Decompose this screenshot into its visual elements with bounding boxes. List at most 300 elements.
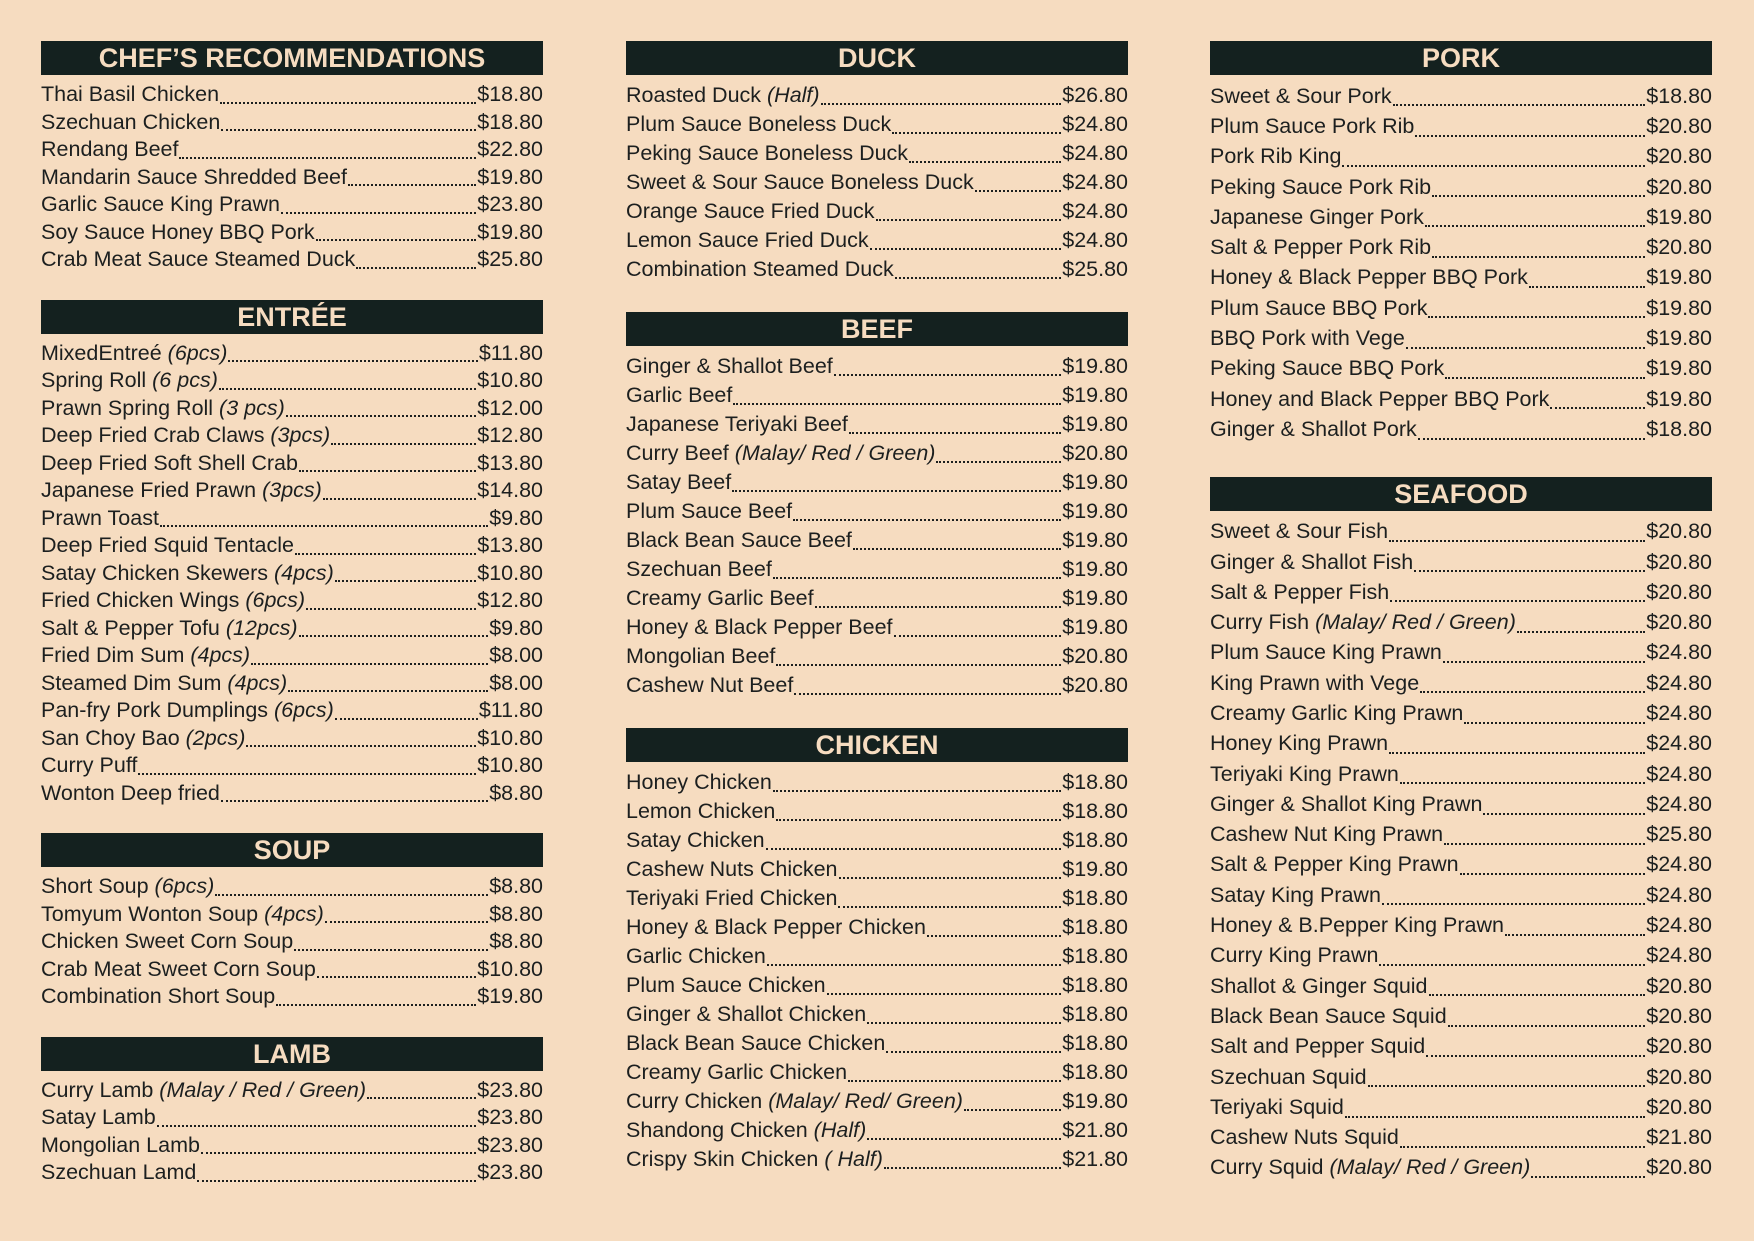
menu-item bbox=[626, 797, 1128, 826]
menu-item-name bbox=[626, 170, 974, 195]
menu-item-name bbox=[626, 1002, 866, 1027]
menu-item-price: $9.80 bbox=[489, 505, 543, 530]
menu-item-note: (Malay / Red / Green) bbox=[159, 1077, 367, 1102]
menu-item-name bbox=[626, 83, 820, 108]
menu-item-name bbox=[626, 1031, 885, 1056]
menu-item-price: $20.80 bbox=[1062, 673, 1128, 697]
menu-item-name bbox=[1210, 114, 1414, 139]
menu-item-title: Mongolian Lamb bbox=[41, 1132, 200, 1157]
menu-item-price: $13.80 bbox=[477, 450, 543, 475]
menu-item-title: Prawn Spring Roll bbox=[41, 395, 220, 420]
menu-item bbox=[626, 110, 1128, 139]
dot-leader bbox=[773, 577, 1061, 579]
menu-item-note: (3 pcs) bbox=[219, 395, 285, 420]
menu-item-title: Mongolian Beef bbox=[626, 644, 776, 668]
menu-item bbox=[41, 560, 543, 588]
menu-item-title: Curry Chicken bbox=[626, 1089, 769, 1113]
menu-item-name bbox=[626, 412, 848, 437]
menu-item bbox=[626, 671, 1128, 700]
menu-item bbox=[1210, 910, 1712, 940]
menu-item bbox=[626, 884, 1128, 913]
section-header: LAMB bbox=[41, 1037, 543, 1071]
menu-item-title: Creamy Garlic Chicken bbox=[626, 1060, 848, 1084]
menu-item-title: Sweet & Sour Fish bbox=[1210, 519, 1389, 544]
menu-item bbox=[626, 226, 1128, 255]
menu-item-title: Teriyaki Squid bbox=[1210, 1094, 1344, 1119]
menu-item-name bbox=[626, 199, 875, 224]
menu-item-price: $20.80 bbox=[1646, 549, 1712, 574]
menu-item-name bbox=[41, 781, 220, 806]
menu-item-note: (Malay/ Red / Green) bbox=[734, 441, 936, 465]
menu-item-title: Plum Sauce BBQ Pork bbox=[1210, 295, 1428, 320]
menu-item-note: (4pcs) bbox=[227, 670, 288, 695]
dot-leader bbox=[294, 949, 488, 951]
dot-leader bbox=[1505, 934, 1645, 936]
menu-item-name bbox=[1210, 519, 1388, 544]
menu-item-name bbox=[41, 902, 324, 927]
menu-item bbox=[1210, 789, 1712, 819]
dot-leader bbox=[356, 267, 476, 269]
dot-leader bbox=[1429, 994, 1646, 996]
menu-item-name bbox=[626, 973, 826, 998]
menu-item-name bbox=[41, 192, 280, 217]
menu-item bbox=[41, 1132, 543, 1160]
menu-item-name bbox=[41, 671, 287, 696]
menu-item-title: Honey & Black Pepper Beef bbox=[626, 615, 893, 639]
dot-leader bbox=[288, 690, 488, 692]
menu-item-name bbox=[626, 528, 852, 553]
dot-leader bbox=[793, 519, 1061, 521]
menu-item bbox=[1210, 354, 1712, 384]
menu-item-price: $11.80 bbox=[478, 340, 543, 365]
menu-item-title: Ginger & Shallot King Prawn bbox=[1210, 791, 1483, 816]
dot-leader bbox=[331, 443, 476, 445]
menu-item bbox=[626, 642, 1128, 671]
dot-leader bbox=[733, 403, 1061, 405]
menu-item-title: Curry King Prawn bbox=[1210, 943, 1379, 968]
menu-item-price: $22.80 bbox=[477, 137, 543, 162]
menu-item-price: $12.00 bbox=[477, 395, 543, 420]
menu-item-price: $19.80 bbox=[1646, 265, 1712, 290]
dot-leader bbox=[1460, 873, 1646, 875]
menu-item-title: Creamy Garlic King Prawn bbox=[1210, 700, 1464, 725]
dot-leader bbox=[1432, 195, 1645, 197]
menu-item bbox=[1210, 698, 1712, 728]
menu-item-title: Prawn Toast bbox=[41, 505, 159, 530]
menu-item bbox=[41, 928, 543, 956]
menu-item-title: Lemon Chicken bbox=[626, 799, 776, 823]
menu-item bbox=[626, 352, 1128, 381]
menu-item bbox=[41, 109, 543, 137]
menu-section-entree bbox=[41, 300, 543, 808]
menu-section-chicken bbox=[626, 728, 1128, 1174]
menu-item bbox=[41, 615, 543, 643]
menu-item-title: Spring Roll bbox=[41, 368, 153, 393]
menu-item-title: Lemon Sauce Fried Duck bbox=[626, 228, 869, 252]
menu-item-title: Ginger & Shallot Fish bbox=[1210, 549, 1414, 574]
dot-leader bbox=[1393, 104, 1646, 106]
menu-item-price: $21.80 bbox=[1062, 1147, 1128, 1171]
menu-item-price: $19.80 bbox=[1062, 354, 1128, 378]
menu-item-name bbox=[41, 643, 250, 668]
menu-item-title: San Choy Bao bbox=[41, 725, 186, 750]
dot-leader bbox=[1517, 631, 1645, 633]
menu-item bbox=[1210, 638, 1712, 668]
menu-item bbox=[41, 395, 543, 423]
menu-item-title: Honey King Prawn bbox=[1210, 731, 1389, 756]
dot-leader bbox=[1426, 1055, 1645, 1057]
menu-item-name bbox=[626, 644, 775, 669]
menu-item-price: $8.00 bbox=[489, 670, 543, 695]
menu-item-title: Crispy Skin Chicken bbox=[626, 1147, 825, 1171]
menu-item-title: Black Bean Sauce Squid bbox=[1210, 1003, 1447, 1028]
dot-leader bbox=[732, 490, 1061, 492]
menu-item-name bbox=[41, 984, 275, 1009]
dot-leader bbox=[221, 129, 476, 131]
dot-leader bbox=[794, 693, 1061, 695]
menu-item-title: Curry Fish bbox=[1210, 610, 1316, 635]
dot-leader bbox=[853, 548, 1061, 550]
menu-item-price: $25.80 bbox=[1062, 257, 1128, 281]
menu-item-note: (12pcs) bbox=[225, 615, 298, 640]
menu-item bbox=[626, 468, 1128, 497]
menu-item-price: $23.80 bbox=[477, 1105, 543, 1130]
menu-item-price: $20.80 bbox=[1646, 1003, 1712, 1028]
menu-item-title: King Prawn with Vege bbox=[1210, 670, 1420, 695]
menu-item-name bbox=[1210, 731, 1388, 756]
menu-item-note: (Malay/ Red/ Green) bbox=[768, 1089, 963, 1113]
dot-leader bbox=[348, 184, 476, 186]
dot-leader bbox=[975, 190, 1061, 192]
menu-item-price: $20.80 bbox=[1646, 1155, 1712, 1180]
menu-item-name bbox=[626, 886, 837, 911]
menu-item-name bbox=[626, 557, 772, 582]
dot-leader bbox=[1414, 570, 1645, 572]
menu-item-name bbox=[1210, 84, 1392, 109]
menu-item bbox=[1210, 820, 1712, 850]
menu-item-title: Crab Meat Sauce Steamed Duck bbox=[41, 247, 356, 272]
menu-item bbox=[1210, 263, 1712, 293]
menu-item-name bbox=[1210, 974, 1428, 999]
menu-item bbox=[41, 246, 543, 274]
menu-item-title: Curry Squid bbox=[1210, 1155, 1330, 1180]
menu-item bbox=[626, 1029, 1128, 1058]
menu-item bbox=[41, 956, 543, 984]
menu-item-name bbox=[41, 1078, 366, 1103]
menu-item-name bbox=[626, 799, 775, 824]
dot-leader bbox=[1448, 1025, 1646, 1027]
menu-item-name bbox=[1210, 1065, 1367, 1090]
menu-item-title: Pork Rib King bbox=[1210, 144, 1342, 169]
menu-item bbox=[41, 477, 543, 505]
menu-item-name bbox=[41, 929, 293, 954]
menu-item-price: $19.80 bbox=[1646, 295, 1712, 320]
menu-item-title: Honey & B.Pepper King Prawn bbox=[1210, 913, 1504, 938]
menu-item-price: $23.80 bbox=[477, 192, 543, 217]
dot-leader bbox=[964, 1109, 1061, 1111]
menu-item-name bbox=[1210, 852, 1459, 877]
menu-item-price: $19.80 bbox=[1062, 1089, 1128, 1113]
menu-item-price: $18.80 bbox=[1062, 770, 1128, 794]
menu-item bbox=[1210, 323, 1712, 353]
menu-item-name bbox=[626, 1147, 883, 1172]
menu-item bbox=[41, 1104, 543, 1132]
menu-item-price: $10.80 bbox=[477, 956, 543, 981]
menu-item-price: $18.80 bbox=[1062, 828, 1128, 852]
dot-leader bbox=[839, 877, 1062, 879]
menu-item bbox=[626, 555, 1128, 584]
menu-item bbox=[626, 439, 1128, 468]
menu-item-title: Sweet & Sour Pork bbox=[1210, 83, 1392, 108]
menu-item-title: Curry Puff bbox=[41, 753, 138, 778]
dot-leader bbox=[1443, 661, 1645, 663]
menu-item-name bbox=[1210, 580, 1389, 605]
menu-section-pork bbox=[1210, 41, 1712, 445]
menu-item-title: Salt and Pepper Squid bbox=[1210, 1034, 1426, 1059]
menu-item bbox=[626, 971, 1128, 1000]
menu-item-name bbox=[626, 1118, 866, 1143]
menu-item-price: $24.80 bbox=[1646, 943, 1712, 968]
menu-column-2 bbox=[626, 41, 1128, 1174]
dot-leader bbox=[197, 1180, 476, 1182]
menu-item-price: $18.80 bbox=[1062, 1031, 1128, 1055]
menu-item-price: $8.80 bbox=[489, 874, 543, 899]
section-header: PORK bbox=[1210, 41, 1712, 75]
menu-item bbox=[1210, 850, 1712, 880]
dot-leader bbox=[221, 800, 488, 802]
menu-item-name bbox=[1210, 671, 1419, 696]
menu-item-title: Satay Lamb bbox=[41, 1105, 156, 1130]
menu-item-title: Combination Short Soup bbox=[41, 984, 276, 1009]
menu-item-title: Thai Basil Chicken bbox=[41, 82, 220, 107]
menu-item-price: $8.80 bbox=[489, 901, 543, 926]
menu-item-name bbox=[1210, 550, 1413, 575]
dot-leader bbox=[936, 461, 1061, 463]
menu-item-name bbox=[41, 1160, 196, 1185]
menu-item-price: $21.80 bbox=[1062, 1118, 1128, 1142]
menu-item-price: $18.80 bbox=[1062, 944, 1128, 968]
menu-item bbox=[41, 367, 543, 395]
menu-item-name bbox=[1210, 175, 1431, 200]
menu-item-title: Szechuan Lamd bbox=[41, 1160, 197, 1185]
menu-item-price: $24.80 bbox=[1646, 882, 1712, 907]
menu-item-name bbox=[1210, 792, 1482, 817]
menu-item-note: (6pcs) bbox=[274, 698, 334, 723]
dot-leader bbox=[895, 277, 1062, 279]
menu-item-price: $18.80 bbox=[1062, 973, 1128, 997]
menu-item-name bbox=[41, 82, 219, 107]
menu-item bbox=[41, 780, 543, 808]
menu-item-price: $19.80 bbox=[1062, 615, 1128, 639]
menu-item-price: $14.80 bbox=[477, 478, 543, 503]
dot-leader bbox=[246, 745, 476, 747]
dot-leader bbox=[1464, 722, 1645, 724]
menu-item-title: Honey & Black Pepper Chicken bbox=[626, 915, 926, 939]
menu-item-name bbox=[626, 673, 793, 698]
menu-item bbox=[41, 532, 543, 560]
menu-item bbox=[626, 526, 1128, 555]
section-header: BEEF bbox=[626, 312, 1128, 346]
menu-item-title: Rendang Beef bbox=[41, 137, 179, 162]
menu-item-title: Honey & Black Pepper BBQ Pork bbox=[1210, 265, 1528, 290]
section-header: CHICKEN bbox=[626, 728, 1128, 762]
menu-item bbox=[41, 422, 543, 450]
menu-item-price: $20.80 bbox=[1646, 144, 1712, 169]
menu-item-price: $19.80 bbox=[1062, 470, 1128, 494]
menu-item-name bbox=[41, 341, 227, 366]
dot-leader bbox=[323, 498, 476, 500]
menu-item bbox=[1210, 414, 1712, 444]
menu-item-price: $20.80 bbox=[1646, 174, 1712, 199]
menu-item bbox=[626, 410, 1128, 439]
menu-item-title: Shallot & Ginger Squid bbox=[1210, 973, 1428, 998]
menu-item-title: Cashew Nuts Chicken bbox=[626, 857, 838, 881]
dot-leader bbox=[892, 132, 1061, 134]
menu-item bbox=[41, 164, 543, 192]
dot-leader bbox=[1389, 540, 1645, 542]
dot-leader bbox=[201, 1152, 476, 1154]
menu-item-title: Cashew Nut Beef bbox=[626, 673, 794, 697]
menu-item-name bbox=[626, 615, 893, 640]
menu-item bbox=[626, 168, 1128, 197]
menu-item bbox=[626, 826, 1128, 855]
menu-item-price: $24.80 bbox=[1062, 112, 1128, 136]
menu-item bbox=[41, 81, 543, 109]
menu-item-note: (6pcs) bbox=[154, 874, 215, 899]
menu-item-name bbox=[626, 586, 814, 611]
dot-leader bbox=[306, 608, 476, 610]
menu-item-title: Ginger & Shallot Beef bbox=[626, 354, 833, 378]
menu-item bbox=[1210, 547, 1712, 577]
section-header: SOUP bbox=[41, 833, 543, 867]
menu-item-name bbox=[41, 423, 330, 448]
menu-item bbox=[41, 340, 543, 368]
menu-item-title: Tomyum Wonton Soup bbox=[41, 901, 265, 926]
menu-item-note: (Malay/ Red / Green) bbox=[1315, 610, 1516, 635]
menu-item-name bbox=[1210, 1155, 1530, 1180]
menu-item-name bbox=[41, 478, 322, 503]
menu-item bbox=[41, 670, 543, 698]
menu-item-note: (3pcs) bbox=[262, 478, 322, 503]
menu-item-title: Fried Chicken Wings bbox=[41, 588, 246, 613]
menu-item-title: Curry Lamb bbox=[41, 1077, 160, 1102]
menu-item-title: Mandarin Sauce Shredded Beef bbox=[41, 164, 347, 189]
menu-item-title: Plum Sauce King Prawn bbox=[1210, 640, 1442, 665]
menu-item-note: (3pcs) bbox=[270, 423, 331, 448]
menu-item-title: Black Bean Sauce Chicken bbox=[626, 1031, 886, 1055]
menu-item-note: (6 pcs) bbox=[152, 368, 218, 393]
menu-item-title: Ginger & Shallot Chicken bbox=[626, 1002, 867, 1026]
menu-item-name bbox=[1210, 326, 1405, 351]
menu-item-title: Orange Sauce Fried Duck bbox=[626, 199, 875, 223]
dot-leader bbox=[767, 964, 1061, 966]
dot-leader bbox=[317, 976, 476, 978]
dot-leader bbox=[815, 606, 1062, 608]
menu-item-name bbox=[1210, 701, 1463, 726]
menu-item-title: Japanese Ginger Pork bbox=[1210, 204, 1424, 229]
menu-item-price: $10.80 bbox=[477, 368, 543, 393]
menu-column-1 bbox=[41, 41, 543, 1187]
menu-item-title: Sweet & Sour Sauce Boneless Duck bbox=[626, 170, 974, 194]
menu-item-name bbox=[626, 441, 935, 466]
menu-item-name bbox=[1210, 822, 1443, 847]
dot-leader bbox=[286, 415, 476, 417]
menu-item-note: (6pcs) bbox=[167, 340, 228, 365]
menu-item-note: (Malay/ Red / Green) bbox=[1329, 1155, 1531, 1180]
menu-item bbox=[626, 613, 1128, 642]
menu-item bbox=[626, 913, 1128, 942]
menu-item-note: (4pcs) bbox=[190, 643, 251, 668]
menu-item-title: Plum Sauce Boneless Duck bbox=[626, 112, 892, 136]
dot-leader bbox=[1368, 1085, 1646, 1087]
dot-leader bbox=[838, 906, 1061, 908]
menu-section-lamb bbox=[41, 1037, 543, 1187]
dot-leader bbox=[138, 773, 476, 775]
menu-item bbox=[41, 725, 543, 753]
menu-item bbox=[1210, 232, 1712, 262]
menu-item-title: Creamy Garlic Beef bbox=[626, 586, 814, 610]
menu-item-title: Szechuan Beef bbox=[626, 557, 772, 581]
menu-item-title: Soy Sauce Honey BBQ Pork bbox=[41, 219, 315, 244]
menu-item-name bbox=[41, 451, 298, 476]
menu-item-name bbox=[1210, 265, 1528, 290]
menu-item-name bbox=[626, 141, 908, 166]
menu-item bbox=[1210, 172, 1712, 202]
menu-item bbox=[1210, 577, 1712, 607]
menu-item bbox=[626, 584, 1128, 613]
dot-leader bbox=[1345, 1116, 1645, 1118]
dot-leader bbox=[295, 553, 476, 555]
dot-leader bbox=[867, 1138, 1061, 1140]
menu-item-name bbox=[41, 533, 294, 558]
menu-item-title: Deep Fried Squid Tentacle bbox=[41, 533, 294, 558]
menu-item bbox=[626, 1000, 1128, 1029]
section-header: CHEF’S RECOMMENDATIONS bbox=[41, 41, 543, 75]
menu-item bbox=[1210, 1001, 1712, 1031]
menu-item-price: $19.80 bbox=[1062, 528, 1128, 552]
menu-item-name bbox=[1210, 913, 1504, 938]
menu-item-name bbox=[41, 616, 298, 641]
menu-item-name bbox=[1210, 296, 1427, 321]
menu-item-name bbox=[626, 1060, 847, 1085]
menu-item-title: Teriyaki King Prawn bbox=[1210, 761, 1399, 786]
menu-item-title: BBQ Pork with Vege bbox=[1210, 326, 1405, 351]
menu-item-name bbox=[1210, 417, 1417, 442]
menu-item-name bbox=[1210, 883, 1381, 908]
menu-item-title: Deep Fried Crab Claws bbox=[41, 423, 271, 448]
menu-item-title: Combination Steamed Duck bbox=[626, 257, 894, 281]
dot-leader bbox=[1389, 752, 1645, 754]
menu-item-title: Satay Chicken Skewers bbox=[41, 560, 275, 585]
menu-item-name bbox=[626, 770, 772, 795]
menu-item-name bbox=[626, 112, 891, 137]
menu-item-price: $19.80 bbox=[1062, 557, 1128, 581]
menu-item-title: Crab Meat Sweet Corn Soup bbox=[41, 956, 316, 981]
menu-item bbox=[1210, 1123, 1712, 1153]
menu-item bbox=[41, 450, 543, 478]
menu-item-price: $24.80 bbox=[1646, 731, 1712, 756]
menu-item-price: $19.80 bbox=[1646, 356, 1712, 381]
menu-item-title: Salt & Pepper Pork Rib bbox=[1210, 235, 1432, 260]
menu-item-name bbox=[1210, 205, 1424, 230]
dot-leader bbox=[1529, 286, 1645, 288]
menu-item bbox=[1210, 1153, 1712, 1183]
dot-leader bbox=[1382, 903, 1645, 905]
dot-leader bbox=[1390, 600, 1645, 602]
dot-leader bbox=[909, 161, 1061, 163]
menu-item-title: Ginger & Shallot Pork bbox=[1210, 416, 1417, 441]
menu-item-price: $18.80 bbox=[1062, 915, 1128, 939]
